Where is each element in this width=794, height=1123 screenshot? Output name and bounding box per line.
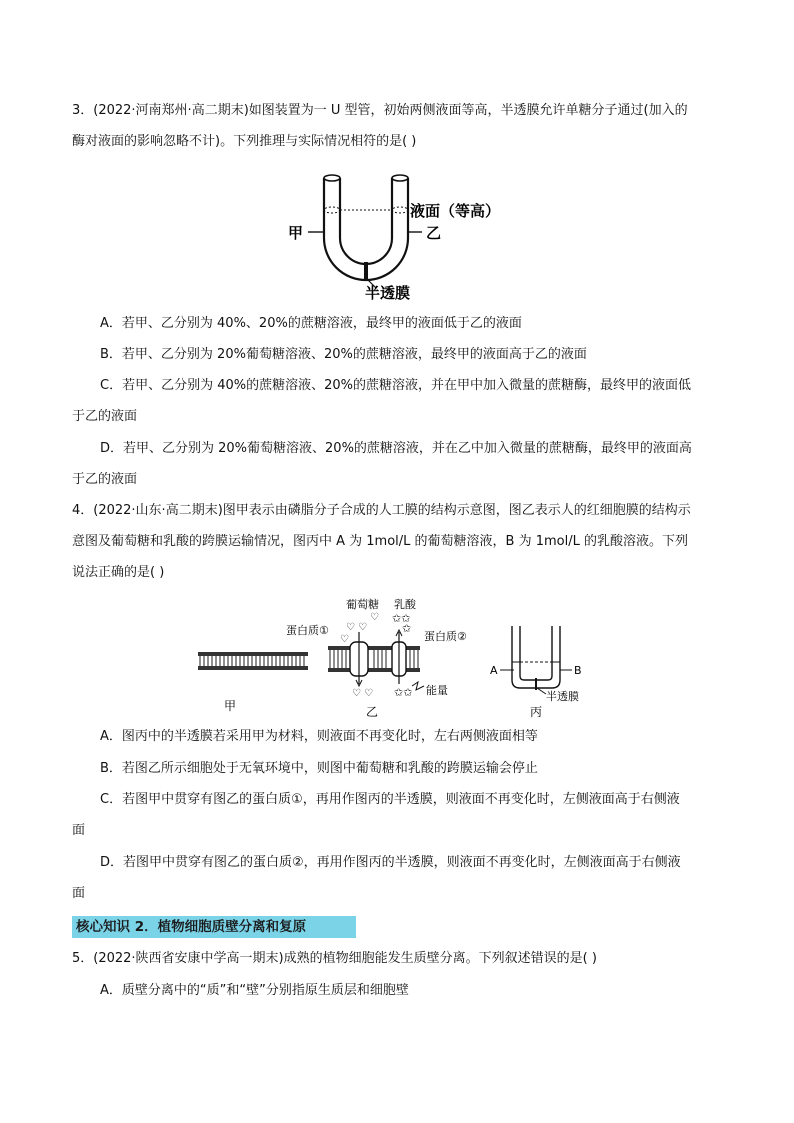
q3-option-c-line1: C．若甲、乙分别为 40%的蔗糖溶液、20%的蔗糖溶液，并在甲中加入微量的蔗糖酶，最终甲的液面低	[100, 378, 691, 393]
q3-option-c-line2: 于乙的液面	[72, 409, 138, 424]
q3-option-d-line1: D．若甲、乙分别为 20%葡萄糖溶液、20%的蔗糖溶液，并在乙中加入微量的蔗糖酶，最终甲的液面高	[100, 441, 692, 456]
q4-option-c-line1: C．若图甲中贯穿有图乙的蛋白质①，再用作图丙的半透膜，则液面不再变化时，左侧液面高于右侧液	[100, 792, 680, 807]
q4-stem-line3: 说法正确的是( )	[72, 565, 165, 580]
label-membrane: 半透膜	[365, 284, 411, 302]
label-small-membrane: 半透膜	[546, 690, 579, 703]
label-fig-jia: 甲	[224, 699, 237, 713]
energy-arrow	[412, 682, 424, 690]
q4-stem-line2: 意图及葡萄糖和乳酸的跨膜运输情况，图丙中 A 为 1mol/L 的葡萄糖溶液，B 为 1mol/L 的乳酸溶液。下列	[72, 534, 688, 549]
label-energy: 能量	[426, 684, 448, 697]
u-tube-small-figure	[500, 626, 572, 694]
label-fig-bing: 丙	[530, 705, 543, 719]
q4-option-b: B．若图乙所示细胞处于无氧环境中，则图中葡萄糖和乳酸的跨膜运输会停止	[100, 761, 538, 776]
q3-stem-line2: 酶对液面的影响忽略不计)。下列推理与实际情况相符的是( )	[72, 134, 417, 149]
q4-option-d-line2: 面	[72, 886, 86, 901]
section-title: 核心知识 2．植物细胞质壁分离和复原	[76, 919, 307, 935]
q5-option-a: A．质壁分离中的“质”和“壁”分别指原生质层和细胞壁	[100, 983, 409, 998]
label-B: B	[574, 664, 582, 677]
label-liquid-level: 液面（等高）	[410, 202, 501, 220]
svg-text:✩✩: ✩✩	[394, 686, 413, 699]
q4-option-d-line1: D．若图甲中贯穿有图乙的蛋白质②，再用作图丙的半透膜，则液面不再变化时，左侧液面高于右侧液	[100, 855, 681, 870]
membrane-bar	[364, 262, 368, 280]
label-yi: 乙	[426, 224, 442, 242]
u-tube-inner-wall	[340, 178, 392, 264]
q3-option-b: B．若甲、乙分别为 20%葡萄糖溶液、20%的蔗糖溶液，最终甲的液面高于乙的液面	[100, 347, 587, 362]
q4-option-c-line2: 面	[72, 823, 86, 838]
label-lactate: 乳酸	[394, 598, 416, 611]
label-glucose: 葡萄糖	[346, 598, 379, 611]
svg-text:♡: ♡	[340, 634, 349, 645]
q5-stem-line1: 5．(2022·陕西省安康中学高一期末)成熟的植物细胞能发生质壁分离。下列叙述错误的是( )	[72, 951, 597, 966]
q3-option-a: A．若甲、乙分别为 40%、20%的蔗糖溶液，最终甲的液面低于乙的液面	[100, 316, 522, 331]
svg-text:♡ ♡: ♡ ♡	[352, 688, 374, 699]
q4-stem-line1: 4．(2022·山东·高二期末)图甲表示由磷脂分子合成的人工膜的结构示意图，图乙表示人的红细胞膜的结构示	[72, 503, 691, 518]
u-tube-figure	[280, 168, 520, 303]
svg-text:✩: ✩	[402, 622, 412, 635]
label-protein-1: 蛋白质①	[286, 624, 329, 637]
svg-text:♡ ♡: ♡ ♡	[346, 622, 368, 633]
q3-option-d-line2: 于乙的液面	[72, 472, 138, 487]
artificial-membrane-figure	[198, 652, 308, 670]
label-protein-2: 蛋白质②	[424, 630, 467, 643]
q4-option-a: A．图丙中的半透膜若采用甲为材料，则液面不再变化时，左右两侧液面相等	[100, 729, 538, 744]
q3-stem-line1: 3．(2022·河南郑州·高二期末)如图装置为一 U 型管，初始两侧液面等高，半透膜允许单糖分子通过(加入的	[72, 103, 688, 118]
svg-text:♡: ♡	[370, 612, 379, 623]
label-A: A	[490, 664, 498, 677]
svg-text:✩✩: ✩✩	[392, 612, 411, 625]
membrane-figures	[180, 592, 620, 722]
label-jia: 甲	[288, 224, 304, 242]
label-fig-yi: 乙	[366, 705, 379, 719]
section-header	[72, 916, 356, 938]
